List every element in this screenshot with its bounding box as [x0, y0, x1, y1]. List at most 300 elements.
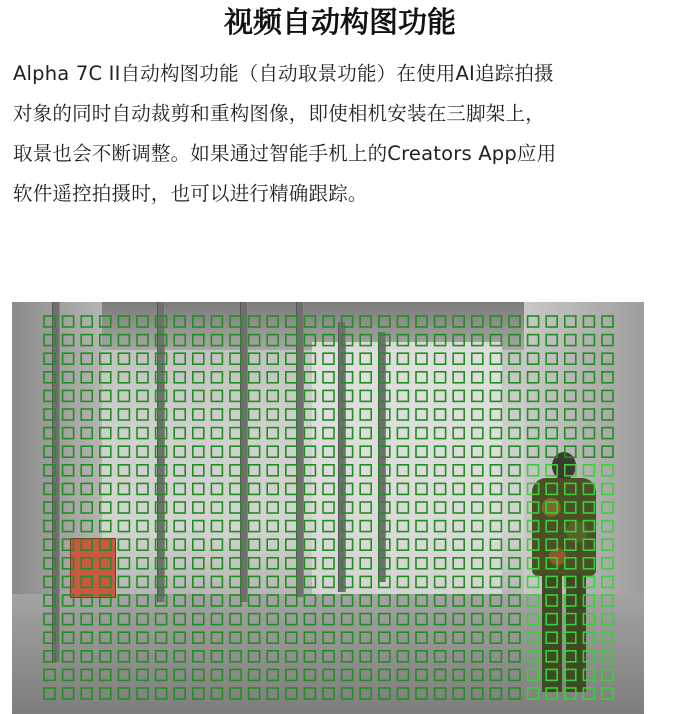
af-point	[156, 614, 167, 625]
af-point	[211, 651, 222, 662]
af-point	[416, 669, 427, 680]
af-point	[211, 446, 222, 457]
af-point	[304, 353, 315, 364]
af-point	[286, 335, 297, 346]
af-point	[323, 390, 334, 401]
af-point	[211, 316, 222, 327]
af-point	[44, 372, 55, 383]
af-point	[509, 669, 520, 680]
af-point	[193, 428, 204, 439]
af-point	[249, 465, 260, 476]
af-point	[435, 521, 446, 532]
af-point	[156, 372, 167, 383]
af-point	[528, 428, 539, 439]
af-point	[118, 688, 129, 699]
af-point	[565, 316, 576, 327]
af-point	[63, 353, 74, 364]
af-point	[249, 502, 260, 513]
af-point	[528, 335, 539, 346]
af-point	[156, 446, 167, 457]
af-point	[211, 335, 222, 346]
af-point	[528, 316, 539, 327]
af-point	[286, 502, 297, 513]
af-point	[267, 316, 278, 327]
af-point	[472, 558, 483, 569]
af-point	[118, 669, 129, 680]
af-point	[304, 409, 315, 420]
af-point	[416, 651, 427, 662]
af-point	[100, 390, 111, 401]
af-point	[453, 316, 464, 327]
af-point	[156, 409, 167, 420]
af-point	[546, 669, 557, 680]
af-point	[342, 465, 353, 476]
af-point	[100, 409, 111, 420]
af-point	[342, 539, 353, 550]
af-point	[267, 595, 278, 606]
af-point	[397, 651, 408, 662]
af-point	[360, 483, 371, 494]
af-point	[286, 483, 297, 494]
af-point	[528, 688, 539, 699]
af-point	[472, 465, 483, 476]
af-point	[63, 521, 74, 532]
af-point	[193, 316, 204, 327]
af-point	[360, 595, 371, 606]
af-point	[416, 428, 427, 439]
af-point	[342, 632, 353, 643]
af-point	[249, 428, 260, 439]
description-line: 取景也会不断调整。如果通过智能手机上的Creators App应用	[13, 142, 557, 165]
af-point	[379, 632, 390, 643]
af-point	[565, 502, 576, 513]
af-point	[63, 688, 74, 699]
af-point	[342, 669, 353, 680]
af-point	[193, 353, 204, 364]
af-point	[193, 688, 204, 699]
af-point	[528, 372, 539, 383]
af-point	[602, 521, 613, 532]
af-point	[528, 595, 539, 606]
af-point	[546, 595, 557, 606]
af-point	[156, 632, 167, 643]
af-point	[342, 651, 353, 662]
af-point	[416, 632, 427, 643]
af-point	[323, 446, 334, 457]
af-point	[490, 502, 501, 513]
af-point	[211, 558, 222, 569]
af-point	[435, 651, 446, 662]
af-point	[360, 409, 371, 420]
af-point	[435, 539, 446, 550]
af-point	[453, 521, 464, 532]
af-point	[63, 316, 74, 327]
af-point	[81, 428, 92, 439]
af-point	[267, 688, 278, 699]
af-point	[156, 483, 167, 494]
af-point	[211, 595, 222, 606]
af-point	[360, 688, 371, 699]
af-point	[583, 558, 594, 569]
af-point	[583, 335, 594, 346]
af-point	[342, 521, 353, 532]
af-point	[490, 390, 501, 401]
af-point	[323, 335, 334, 346]
af-point	[304, 595, 315, 606]
af-point	[249, 595, 260, 606]
af-point	[44, 576, 55, 587]
af-point	[379, 409, 390, 420]
af-point	[286, 539, 297, 550]
af-point	[453, 595, 464, 606]
af-point	[137, 409, 148, 420]
af-point	[137, 651, 148, 662]
af-point	[249, 688, 260, 699]
af-point	[360, 558, 371, 569]
af-point	[44, 669, 55, 680]
af-point	[602, 465, 613, 476]
af-point	[528, 353, 539, 364]
af-point	[211, 483, 222, 494]
af-point	[100, 521, 111, 532]
af-point	[546, 688, 557, 699]
af-point	[472, 614, 483, 625]
af-point	[118, 632, 129, 643]
af-point	[137, 502, 148, 513]
af-point	[100, 483, 111, 494]
af-point	[249, 651, 260, 662]
af-point	[342, 409, 353, 420]
af-point	[453, 576, 464, 587]
af-point	[63, 632, 74, 643]
af-point	[546, 465, 557, 476]
af-point	[546, 372, 557, 383]
af-point	[472, 539, 483, 550]
af-point	[472, 595, 483, 606]
af-point	[602, 335, 613, 346]
af-point	[267, 651, 278, 662]
af-point	[249, 372, 260, 383]
af-point	[193, 390, 204, 401]
af-point	[490, 688, 501, 699]
description-line: 软件遥控拍摄时，也可以进行精确跟踪。	[13, 182, 368, 205]
af-point	[100, 353, 111, 364]
af-point	[193, 595, 204, 606]
af-point	[81, 558, 92, 569]
af-point	[267, 576, 278, 587]
af-point	[472, 651, 483, 662]
af-point	[230, 390, 241, 401]
af-point	[267, 558, 278, 569]
af-point	[137, 632, 148, 643]
af-point	[137, 428, 148, 439]
af-point	[81, 353, 92, 364]
af-point	[397, 390, 408, 401]
af-point	[583, 595, 594, 606]
af-point	[453, 651, 464, 662]
af-point	[249, 576, 260, 587]
af-point	[546, 558, 557, 569]
af-point	[118, 614, 129, 625]
af-point	[193, 335, 204, 346]
af-point	[323, 465, 334, 476]
af-point	[565, 539, 576, 550]
af-point	[379, 539, 390, 550]
af-point	[360, 316, 371, 327]
af-point	[565, 483, 576, 494]
description-line: 对象的同时自动裁剪和重构图像，即使相机安装在三脚架上，	[13, 102, 545, 125]
af-point	[211, 428, 222, 439]
af-point	[44, 390, 55, 401]
af-point	[286, 614, 297, 625]
af-point	[583, 483, 594, 494]
af-point	[435, 502, 446, 513]
af-point	[323, 614, 334, 625]
af-point	[453, 558, 464, 569]
af-point	[44, 688, 55, 699]
af-point	[602, 595, 613, 606]
af-point	[453, 669, 464, 680]
af-point	[602, 669, 613, 680]
af-point	[528, 614, 539, 625]
af-point	[435, 558, 446, 569]
af-point	[342, 558, 353, 569]
af-point	[397, 539, 408, 550]
af-point	[230, 651, 241, 662]
af-point	[156, 390, 167, 401]
af-point	[342, 316, 353, 327]
af-point	[63, 539, 74, 550]
af-point	[509, 483, 520, 494]
af-point	[472, 428, 483, 439]
af-point	[211, 614, 222, 625]
af-point	[546, 483, 557, 494]
af-point	[397, 502, 408, 513]
af-point	[379, 614, 390, 625]
af-point	[528, 446, 539, 457]
af-point	[211, 669, 222, 680]
af-point	[137, 521, 148, 532]
af-point	[156, 669, 167, 680]
af-point	[156, 688, 167, 699]
af-point	[416, 614, 427, 625]
af-point	[44, 483, 55, 494]
af-point	[100, 614, 111, 625]
af-point	[379, 669, 390, 680]
af-point	[453, 372, 464, 383]
af-point	[193, 539, 204, 550]
af-point	[44, 502, 55, 513]
af-point	[118, 502, 129, 513]
af-point	[583, 502, 594, 513]
af-point	[267, 632, 278, 643]
af-point	[342, 595, 353, 606]
af-point	[565, 390, 576, 401]
af-point	[546, 428, 557, 439]
af-point	[118, 390, 129, 401]
af-point	[44, 651, 55, 662]
af-point	[509, 688, 520, 699]
af-point	[379, 521, 390, 532]
af-point	[397, 335, 408, 346]
af-point	[63, 669, 74, 680]
af-point	[286, 316, 297, 327]
af-point	[472, 446, 483, 457]
af-point	[490, 614, 501, 625]
af-point	[490, 335, 501, 346]
af-point	[118, 465, 129, 476]
af-point	[323, 632, 334, 643]
af-point	[546, 316, 557, 327]
af-point	[435, 446, 446, 457]
af-point	[435, 595, 446, 606]
af-point	[546, 446, 557, 457]
af-point	[174, 390, 185, 401]
af-point	[416, 576, 427, 587]
af-point	[490, 576, 501, 587]
af-point	[583, 539, 594, 550]
af-point	[453, 465, 464, 476]
af-point	[249, 316, 260, 327]
af-point	[286, 465, 297, 476]
af-point	[323, 669, 334, 680]
af-point	[211, 521, 222, 532]
af-point	[44, 335, 55, 346]
af-point	[304, 651, 315, 662]
af-point	[249, 521, 260, 532]
af-point	[583, 390, 594, 401]
af-point	[416, 446, 427, 457]
af-point	[267, 428, 278, 439]
af-point	[342, 688, 353, 699]
af-point	[100, 595, 111, 606]
af-point	[472, 390, 483, 401]
af-point	[249, 669, 260, 680]
af-point	[156, 558, 167, 569]
af-point	[490, 632, 501, 643]
af-point	[583, 688, 594, 699]
af-point	[379, 502, 390, 513]
af-point	[118, 539, 129, 550]
af-point	[472, 483, 483, 494]
af-point	[100, 539, 111, 550]
af-point	[602, 353, 613, 364]
af-point	[230, 409, 241, 420]
af-point	[360, 353, 371, 364]
af-point	[509, 558, 520, 569]
af-point	[249, 390, 260, 401]
af-point	[490, 465, 501, 476]
af-point	[286, 576, 297, 587]
af-point	[528, 669, 539, 680]
af-point	[193, 465, 204, 476]
af-point	[44, 539, 55, 550]
af-point	[583, 409, 594, 420]
af-point	[174, 335, 185, 346]
description-line: Alpha 7C II自动构图功能（自动取景功能）在使用AI追踪拍摄	[13, 62, 554, 85]
af-point	[230, 483, 241, 494]
af-point	[379, 335, 390, 346]
af-point	[230, 316, 241, 327]
af-point	[267, 335, 278, 346]
af-point	[81, 521, 92, 532]
af-point	[286, 669, 297, 680]
af-point	[509, 335, 520, 346]
af-point	[174, 465, 185, 476]
af-point	[379, 595, 390, 606]
af-point	[211, 502, 222, 513]
af-point	[490, 353, 501, 364]
af-point	[453, 353, 464, 364]
af-point	[137, 446, 148, 457]
af-point	[416, 390, 427, 401]
af-point	[211, 576, 222, 587]
af-point	[118, 651, 129, 662]
af-point	[81, 316, 92, 327]
af-point	[528, 651, 539, 662]
af-point	[230, 614, 241, 625]
af-grid-svg	[12, 302, 644, 714]
af-point	[360, 521, 371, 532]
af-point	[156, 316, 167, 327]
af-point	[546, 409, 557, 420]
af-point	[435, 390, 446, 401]
af-point	[118, 353, 129, 364]
af-point	[211, 409, 222, 420]
af-point	[323, 316, 334, 327]
af-point	[63, 446, 74, 457]
af-point	[174, 632, 185, 643]
af-point	[286, 651, 297, 662]
af-point	[100, 558, 111, 569]
af-point	[230, 576, 241, 587]
af-point	[100, 632, 111, 643]
af-point	[211, 353, 222, 364]
af-point	[397, 614, 408, 625]
af-point	[583, 576, 594, 587]
af-point	[509, 632, 520, 643]
af-point	[360, 335, 371, 346]
af-point	[63, 651, 74, 662]
af-point	[397, 409, 408, 420]
af-point	[490, 651, 501, 662]
af-point	[193, 521, 204, 532]
af-point	[602, 688, 613, 699]
af-point	[81, 595, 92, 606]
af-point	[230, 446, 241, 457]
af-point	[267, 502, 278, 513]
af-point	[193, 372, 204, 383]
af-point	[267, 409, 278, 420]
af-point	[435, 372, 446, 383]
af-point	[472, 669, 483, 680]
af-point	[100, 372, 111, 383]
af-point	[137, 669, 148, 680]
af-point	[360, 651, 371, 662]
af-point	[118, 446, 129, 457]
af-point	[63, 595, 74, 606]
af-point	[81, 483, 92, 494]
af-point	[528, 632, 539, 643]
af-point	[323, 428, 334, 439]
af-point	[286, 428, 297, 439]
af-point	[509, 502, 520, 513]
af-point	[490, 595, 501, 606]
af-point	[174, 558, 185, 569]
af-point	[230, 632, 241, 643]
af-point	[63, 428, 74, 439]
af-point	[602, 651, 613, 662]
